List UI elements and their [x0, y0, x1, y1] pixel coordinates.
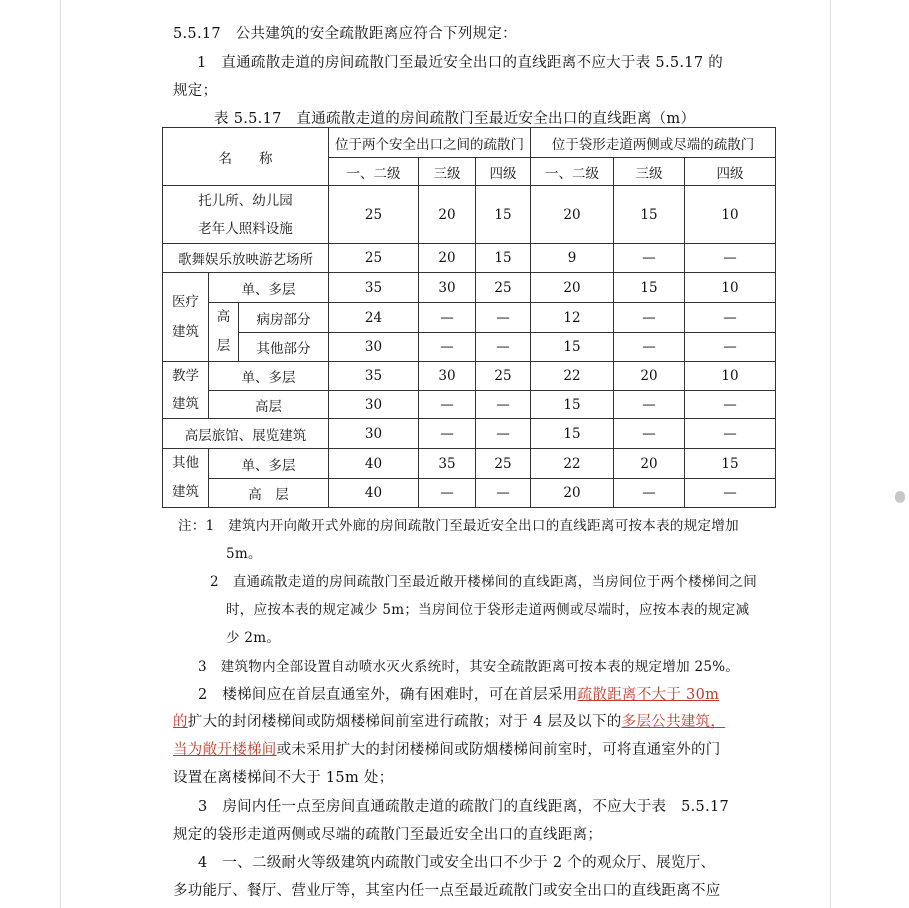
table-cell: 40 [329, 449, 419, 479]
table-cell: 15 [476, 186, 531, 244]
level-header: 四级 [476, 158, 531, 186]
table-cell: 22 [531, 362, 614, 391]
level-header: 三级 [614, 158, 685, 186]
highlight-text: 当为敞开楼梯间 [173, 742, 277, 758]
row-label: 歌舞娱乐放映游艺场所 [163, 244, 329, 273]
table-cell: — [476, 333, 531, 362]
name-header: 名 称 [163, 128, 329, 186]
page-edge-left [60, 0, 61, 908]
table-cell: 20 [419, 186, 476, 244]
sub-group-label: 高 层 [209, 303, 239, 362]
section-heading: 5.5.17 公共建筑的安全疏散距离应符合下列规定： [173, 26, 517, 42]
table-cell: 20 [419, 244, 476, 273]
table-cell: 10 [685, 273, 776, 303]
table-cell: — [476, 419, 531, 449]
table-cell: 10 [685, 362, 776, 391]
scrollbar-thumb[interactable] [895, 491, 905, 503]
table-cell: — [685, 333, 776, 362]
table-cell: — [614, 419, 685, 449]
table-cell: — [476, 303, 531, 333]
table-cell: 25 [476, 273, 531, 303]
sub-label: 单、多层 [209, 273, 329, 303]
table-cell: — [685, 391, 776, 419]
highlight-text: 疏散距离不大于 30m [577, 687, 720, 703]
table-cell: 20 [531, 273, 614, 303]
table-cell: — [476, 479, 531, 508]
table-cell: 20 [614, 362, 685, 391]
table-cell: 15 [531, 419, 614, 449]
table-cell: 24 [329, 303, 419, 333]
table-cell: — [685, 479, 776, 508]
table-cell: 30 [329, 333, 419, 362]
table-cell: 35 [419, 449, 476, 479]
sub-label: 单、多层 [209, 449, 329, 479]
item2-line3: 当为敞开楼梯间或未采用扩大的封闭楼梯间或防烟楼梯间前室时，可将直通室外的门 [173, 742, 721, 758]
table-cell: 20 [614, 449, 685, 479]
level-header: 三级 [419, 158, 476, 186]
table-cell: — [614, 391, 685, 419]
row-label: 托儿所、幼儿园 老年人照料设施 [163, 186, 329, 244]
table-cell: 25 [476, 449, 531, 479]
table-cell: 30 [419, 362, 476, 391]
level-header: 四级 [685, 158, 776, 186]
level-header: 一、二级 [329, 158, 419, 186]
table-cell: — [476, 391, 531, 419]
table-cell: — [685, 419, 776, 449]
item2-line2: 的扩大的封闭楼梯间或防烟楼梯间前室进行疏散；对于 4 层及以下的多层公共建筑， [173, 714, 726, 730]
note-2a: 2 直通疏散走道的房间疏散门至最近敞开楼梯间的直线距离，当房间位于两个楼梯间之间 [210, 574, 758, 590]
distance-table [162, 127, 776, 508]
note-2b: 时，应按本表的规定减少 5m；当房间位于袋形走道两侧或尽端时，应按本表的规定减 [226, 602, 750, 618]
item4-line1: 4 一、二级耐火等级建筑内疏散门或安全出口不少于 2 个的观众厅、展览厅、 [198, 855, 716, 871]
table-cell: — [614, 244, 685, 273]
sub-label: 高 层 [209, 479, 329, 508]
table-cell: 30 [329, 391, 419, 419]
table-cell: 40 [329, 479, 419, 508]
table-cell: — [685, 244, 776, 273]
table-cell: 25 [329, 186, 419, 244]
level-header: 一、二级 [531, 158, 614, 186]
table-cell: — [419, 391, 476, 419]
note-3: 3 建筑物内全部设置自动喷水灭火系统时，其安全疏散距离可按本表的规定增加 25%。 [198, 659, 740, 675]
table-cell: 35 [329, 362, 419, 391]
table-cell: — [614, 479, 685, 508]
table-cell: 10 [685, 186, 776, 244]
table-cell: 9 [531, 244, 614, 273]
item3-line1: 3 房间内任一点至房间直通疏散走道的疏散门的直线距离，不应大于表 5.5.17 [198, 799, 730, 815]
table-caption: 表 5.5.17 直通疏散走道的房间疏散门至最近安全出口的直线距离（m） [214, 111, 696, 127]
table-cell: 15 [531, 333, 614, 362]
page-edge-right [830, 0, 831, 908]
item1-line1: 1 直通疏散走道的房间疏散门至最近安全出口的直线距离不应大于表 5.5.17 的 [197, 55, 724, 71]
group-label: 医疗 建筑 [163, 273, 209, 362]
table-cell: 12 [531, 303, 614, 333]
table-cell: 20 [531, 479, 614, 508]
note-1a: 注：1 建筑内开向敞开式外廊的房间疏散门至最近安全出口的直线距离可按本表的规定增加 [178, 518, 739, 534]
table-cell: — [614, 333, 685, 362]
item2-line4: 设置在离楼梯间不大于 15m 处； [173, 770, 394, 786]
table-cell: 25 [476, 362, 531, 391]
table-cell: 15 [614, 273, 685, 303]
table-cell: 15 [476, 244, 531, 273]
table-cell: 20 [531, 186, 614, 244]
table-cell: — [614, 303, 685, 333]
table-cell: 15 [614, 186, 685, 244]
table-cell: — [419, 303, 476, 333]
group-label: 其他 建筑 [163, 449, 209, 508]
table-cell: 30 [329, 419, 419, 449]
table-cell: 25 [329, 244, 419, 273]
sub-label: 病房部分 [239, 303, 329, 333]
sub-label: 高层 [209, 391, 329, 419]
group2-header: 位于袋形走道两侧或尽端的疏散门 [531, 128, 776, 158]
table-cell: — [419, 419, 476, 449]
sub-label: 单、多层 [209, 362, 329, 391]
table-cell: — [685, 303, 776, 333]
table-cell: 30 [419, 273, 476, 303]
note-2c: 少 2m。 [226, 630, 281, 646]
sub-label: 其他部分 [239, 333, 329, 362]
table-cell: 15 [531, 391, 614, 419]
item2-line1: 2 楼梯间应在首层直通室外，确有困难时，可在首层采用疏散距离不大于 30m [198, 687, 720, 703]
item4-line2: 多功能厅、餐厅、营业厅等，其室内任一点至最近疏散门或安全出口的直线距离不应 [173, 883, 721, 899]
table-cell: — [419, 479, 476, 508]
table-cell: 15 [685, 449, 776, 479]
highlight-text: 的 [173, 714, 188, 730]
group-label: 教学 建筑 [163, 362, 209, 419]
table-cell: 35 [329, 273, 419, 303]
note-1b: 5m。 [226, 546, 262, 562]
item1-line2: 规定； [173, 83, 218, 99]
highlight-text: 多层公共建筑， [621, 714, 726, 730]
row-label: 高层旅馆、展览建筑 [163, 419, 329, 449]
group1-header: 位于两个安全出口之间的疏散门 [329, 128, 531, 158]
item3-line2: 规定的袋形走道两侧或尽端的疏散门至最近安全出口的直线距离； [173, 827, 603, 843]
table-cell: 22 [531, 449, 614, 479]
table-cell: — [419, 333, 476, 362]
